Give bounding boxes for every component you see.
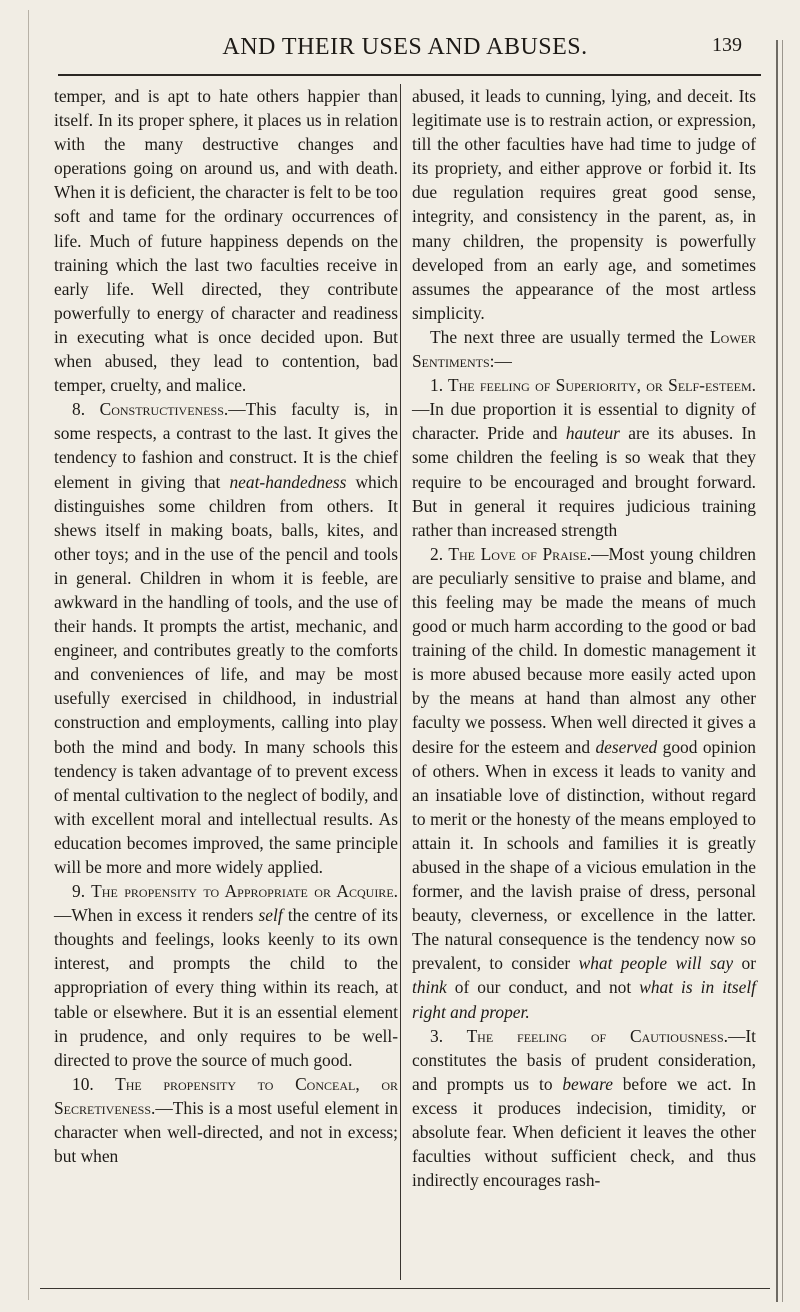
section-heading: 2. The Love of Praise. — [430, 543, 592, 564]
left-column — [54, 84, 398, 1168]
page-edge — [28, 10, 29, 1300]
section-2: 2. The Love of Praise.—Most young children are peculiarly sensitive to praise and blame, and this feeling may be made the means of much good or much harm according to the good or bad training of the child. In domestic management it is more abused because more easily acted upon by the means at hand than almost any other faculty we possess. When well directed it gives a desire for the esteem and deserved good opinion of others. When in excess it leads to vanity and an insatiable love of distinction, without regard to merit or the honesty of the means employed to attain it. In schools and families it is greatly abused in the shape of a vicious emulation in the former, and the lavish praise of dress, personal beauty, cleverness, or excellence in the latter. The natural consequence is the tendency now so prevalent, to consider what people will say or think of our conduct, and not what is in itself right and proper. — [412, 543, 757, 1022]
section-heading: Lower Sentiments — [412, 326, 756, 372]
running-header — [40, 30, 770, 66]
page-edge — [782, 40, 783, 1302]
section-10: 10. The propensity to Conceal, or Secretiveness.—This is a most useful element in character when well-directed, and not in excess; but when — [54, 1073, 398, 1167]
section-9: 9. The propensity to Appropriate or Acquire.—When in excess it renders self the centre of its thoughts and feelings, looks keenly to its own interest, and prompts the child to the appropriation of every thing within its reach, at table or elsewhere. But it is an essential element in prudence, and only requires to be well-directed to prove the source of much good. — [54, 881, 398, 1070]
intro-lower-sentiments: The next three are usually termed the Lower Sentiments:— — [412, 326, 756, 372]
header-rule — [58, 74, 761, 76]
paragraph: abused, it leads to cunning, lying, and deceit. Its legitimate use is to restrain action, or expression, till the other faculties have had time to judge of its propriety, and either approve or forbid it. Its due regulation requires great good sense, integrity, and consistency in the parent, as, in many children, the propensity is powerfully developed from an early age, and sometimes assumes the appearance of the most artless simplicity. — [412, 86, 756, 323]
section-heading: 10. The propensity to Conceal, or Secretiveness. — [54, 1073, 398, 1118]
column-divider — [400, 84, 401, 1280]
running-title: AND THEIR USES AND ABUSES. — [222, 34, 588, 60]
section-heading: 9. The propensity to Appropriate or Acquire. — [72, 881, 398, 902]
section-8: 8. Constructiveness.—This faculty is, in some respects, a contrast to the last. It gives the tendency to fashion and construct. It is the chief element in giving that neat-handedness which distinguishes some children from others. It shews itself in making boats, balls, kites, and other toys; and in the use of the pencil and tools in general. Children in whom it is feeble, are awkward in the handling of tools, and the use of their hands. It prompts the artist, mechanic, and engineer, and contributes greatly to the comforts and conveniences of life, and may be most usefully exercised in childhood, in industrial construction and employments, calling into play both the mind and body. In many schools this tendency is taken advantage of to prevent excess of mental cultivation to the neglect of bodily, and with excellent moral and intellectual results. As education becomes improved, the same principle will be more and more widely applied. — [54, 399, 398, 877]
page-edge — [776, 40, 778, 1302]
section-heading: 3. The feeling of Cautiousness. — [430, 1025, 728, 1046]
paragraph: temper, and is apt to hate others happier than itself. In its proper sphere, it places us in relation with the many destructive changes and operations going on around us, and with death. When it is deficient, the character is felt to be too soft and tame for the ordinary occurrences of life. Much of future happiness depends on the training which the last two faculties receive in early life. Well directed, they contribute powerfully to energy of character and readiness in executing what is once decided upon. But when abused, they lead to contention, bad temper, cruelty, and malice. — [54, 86, 398, 396]
section-1: 1. The feeling of Superiority, or Self-esteem.—In due proportion it is essential to dignity of character. Pride and hauteur are its abuses. In some children the feeling is so weak that they require to be encouraged and brought forward. But in general it requires judicious training rather than increased strength — [412, 375, 757, 540]
section-heading: 8. Constructiveness. — [72, 399, 229, 420]
section-3: 3. The feeling of Cautiousness.—It constitutes the basis of prudent consideration, and prompts us to beware before we act. In excess it produces indecision, timidity, or absolute fear. When deficient it leaves the other faculties without sufficient check, and thus indirectly encourages rash- — [412, 1025, 756, 1191]
page-number: 139 — [712, 34, 742, 56]
right-column — [412, 84, 756, 1192]
bottom-rule — [40, 1288, 770, 1289]
section-heading: 1. The feeling of Superiority, or Self-esteem. — [430, 375, 756, 396]
